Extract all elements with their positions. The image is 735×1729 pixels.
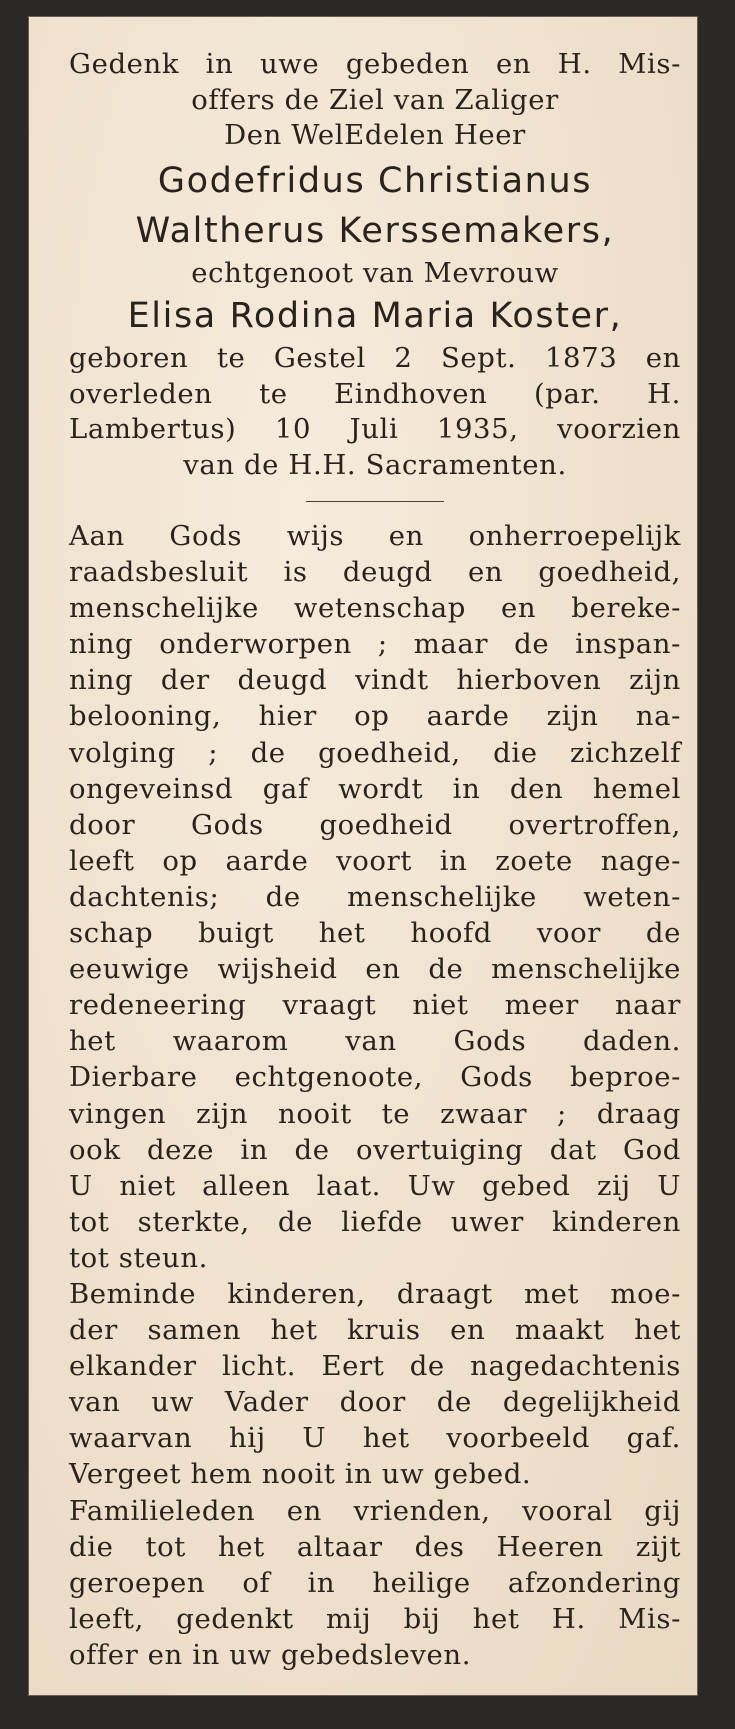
text-line: tot sterkte, de liefde uwer kinderen [69, 1205, 681, 1238]
text-line: leeft, gedenkt mij bij het H. Mis- [69, 1602, 681, 1635]
text-line: door Gods goedheid overtroffen, [69, 808, 681, 841]
text-line: geroepen of in heilige afzondering [69, 1566, 681, 1599]
text-line: het waarom van Gods daden. [69, 1025, 681, 1058]
text-line: ning onderworpen ; maar de inspan- [69, 628, 681, 661]
text-line: tot steun. [69, 1241, 209, 1274]
text-line: U niet alleen laat. Uw gebed zij U [69, 1169, 681, 1202]
dates-line: geboren te Gestel 2 Sept. 1873 en [69, 342, 681, 374]
header-line: offers de Ziel van Zaliger [191, 83, 559, 116]
text-line: belooning, hier op aarde zijn na- [69, 700, 681, 733]
dates-block [69, 341, 681, 483]
text-line: eeuwige wijsheid en de menschelijke [69, 953, 681, 986]
spouse-intro: echtgenoot van Mevrouw [191, 256, 559, 289]
text-line: ning der deugd vindt hierboven zijn [69, 664, 681, 697]
deceased-name-line: Waltherus Kerssemakers, [135, 210, 615, 251]
spouse-intro-block [69, 256, 681, 292]
memorial-text [69, 518, 681, 1673]
deceased-name [69, 156, 681, 256]
text-line: vingen zijn nooit te zwaar ; draag [69, 1097, 681, 1130]
text-line: elkander licht. Eert de nagedachtenis [69, 1350, 681, 1383]
card-header [69, 47, 681, 154]
text-line: waarvan hij U het voorbeeld gaf. [69, 1422, 681, 1455]
text-line: leeft op aarde voort in zoete nage- [69, 844, 681, 877]
header-line: Den WelEdelen Heer [224, 119, 526, 151]
text-line: menschelijke wetenschap en bereke- [69, 592, 681, 625]
text-line: raadsbesluit is deugd en goedheid, [69, 556, 681, 589]
text-line: Familieleden en vrienden, vooral gij [69, 1494, 681, 1527]
divider-rule [306, 501, 444, 502]
text-line: die tot het altaar des Heeren zijt [69, 1530, 681, 1563]
text-line: ongeveinsd gaf wordt in den hemel [69, 772, 681, 805]
text-line: schap buigt het hoofd voor de [69, 917, 681, 950]
header-line: Gedenk in uwe gebeden en H. Mis- [69, 48, 681, 80]
spouse-name: Elisa Rodina Maria Koster, [127, 296, 623, 336]
dates-line: van de H.H. Sacramenten. [183, 448, 567, 481]
text-line: van uw Vader door de degelijkheid [69, 1386, 681, 1419]
memorial-card [28, 16, 698, 1696]
text-line: dachtenis; de menschelijke weten- [69, 880, 681, 913]
text-line: Beminde kinderen, draagt met moe- [69, 1277, 681, 1310]
text-line: offer en in uw gebedsleven. [69, 1638, 472, 1671]
text-line: volging ; de goedheid, die zichzelf [69, 736, 681, 769]
card-content [69, 47, 681, 1673]
deceased-name-line: Godefridus Christianus [157, 160, 593, 201]
text-line: Dierbare echtgenoote, Gods beproe- [69, 1061, 681, 1094]
text-line: Aan Gods wijs en onherroepelijk [69, 520, 681, 552]
dates-line: overleden te Eindhoven (par. H. [69, 377, 681, 410]
dates-line: Lambertus) 10 Juli 1935, voorzien [69, 413, 681, 445]
text-line: redeneering vraagt niet meer naar [69, 989, 681, 1022]
text-line: der samen het kruis en maakt het [69, 1314, 681, 1347]
text-line: ook deze in de overtuiging dat God [69, 1133, 681, 1166]
text-line: Vergeet hem nooit in uw gebed. [69, 1458, 532, 1491]
